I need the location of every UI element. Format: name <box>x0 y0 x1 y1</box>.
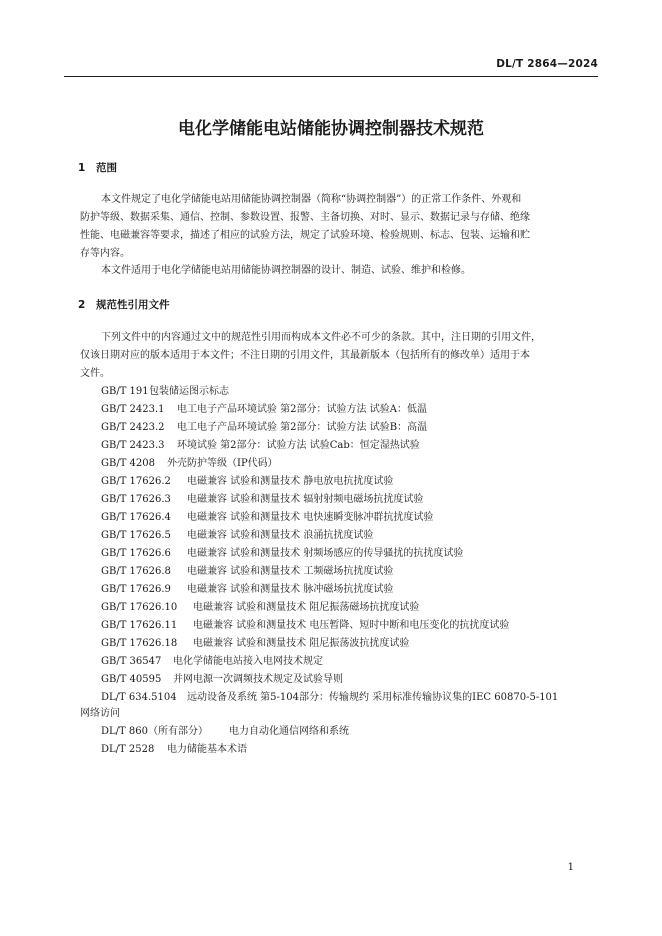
reference-title: 电磁兼容 试验和测量技术 辐射射频电磁场抗扰度试验 <box>187 494 424 505</box>
reference-title: 电磁兼容 试验和测量技术 电快速瞬变脉冲群抗扰度试验 <box>187 512 434 523</box>
reference-title: 电磁兼容 试验和测量技术 射频场感应的传导骚扰的抗扰度试验 <box>187 548 464 559</box>
scope-paragraph-line: 存等内容。 <box>80 248 130 259</box>
reference-item <box>101 655 323 669</box>
page-number: 1 <box>567 862 574 873</box>
reference-item <box>101 403 427 417</box>
scope-paragraph-line: 防护等级、数据采集、通信、控制、参数设置、报警、主备切换、对时、显示、数据记录与存储、绝缘 <box>80 212 530 223</box>
reference-item <box>101 565 393 579</box>
reference-code: DL/T 860（所有部分） <box>101 726 208 737</box>
reference-title: 电磁兼容 试验和测量技术 阻尼振荡磁场抗扰度试验 <box>193 602 420 613</box>
reference-code: GB/T 17626.2 <box>101 476 171 487</box>
reference-code: GB/T 17626.8 <box>101 566 171 577</box>
reference-code: GB/T 17626.10 <box>101 602 178 613</box>
reference-title: 包装储运图示标志 <box>149 386 229 397</box>
reference-code: GB/T 17626.18 <box>101 638 178 649</box>
document-title: 电化学储能电站储能协调控制器技术规范 <box>178 119 484 139</box>
reference-title: 并网电源一次调频技术规定及试验导则 <box>173 674 343 685</box>
reference-code: GB/T 2423.1 <box>101 404 165 415</box>
reference-code: GB/T 17626.9 <box>101 584 171 595</box>
reference-title: 电磁兼容 试验和测量技术 电压暂降、短时中断和电压变化的抗扰度试验 <box>193 620 510 631</box>
reference-title: 电力储能基本术语 <box>167 744 247 755</box>
refs-intro-line: 下列文件中的内容通过文中的规范性引用而构成本文件必不可少的条款。其中，注日期的引用文件， <box>101 332 541 343</box>
reference-item <box>101 457 278 471</box>
reference-code: GB/T 4208 <box>101 458 156 469</box>
document-code: DL/T 2864—2024 <box>496 58 598 70</box>
reference-code: GB/T 17626.4 <box>101 512 171 523</box>
reference-item <box>101 637 409 651</box>
section-heading-scope <box>78 160 117 175</box>
reference-title: 电工电子产品环境试验 第2部分：试验方法 试验A：低温 <box>177 404 427 415</box>
reference-item-continuation: 网络访问 <box>80 708 120 719</box>
reference-item <box>101 493 423 507</box>
reference-item <box>101 385 229 399</box>
section-number: 1 <box>78 162 86 174</box>
reference-title: 电力自动化通信网络和系统 <box>229 726 349 737</box>
section-number: 2 <box>78 299 86 311</box>
reference-title: 电磁兼容 试验和测量技术 工频磁场抗扰度试验 <box>187 566 394 577</box>
reference-item <box>101 421 427 435</box>
section-title: 规范性引用文件 <box>96 299 170 311</box>
reference-title: 电工电子产品环境试验 第2部分：试验方法 试验B：高温 <box>177 422 428 433</box>
reference-item <box>101 601 419 615</box>
reference-code: GB/T 36547 <box>101 656 162 667</box>
reference-title: 远动设备及系统 第5-104部分：传输规约 采用标准传输协议集的IEC 60870-5-101 <box>187 692 559 703</box>
reference-item <box>101 725 349 739</box>
reference-title: 环境试验 第2部分：试验方法 试验Cab：恒定湿热试验 <box>177 440 420 451</box>
header-rule <box>64 76 598 77</box>
reference-code: GB/T 191 <box>101 386 149 397</box>
reference-title: 电磁兼容 试验和测量技术 阻尼振荡波抗扰度试验 <box>193 638 410 649</box>
reference-title: 电化学储能电站接入电网技术规定 <box>173 656 323 667</box>
reference-code: GB/T 17626.3 <box>101 494 171 505</box>
reference-item <box>101 673 343 687</box>
refs-intro-line: 仅该日期对应的版本适用于本文件；不注日期的引用文件，其最新版本（包括所有的修改单）适用于本 <box>80 350 530 361</box>
reference-code: GB/T 2423.3 <box>101 440 165 451</box>
reference-item <box>101 619 509 633</box>
reference-title: 电磁兼容 试验和测量技术 静电放电抗扰度试验 <box>187 476 394 487</box>
reference-code: GB/T 17626.5 <box>101 530 171 541</box>
reference-item <box>101 511 433 525</box>
reference-code: DL/T 634.5104 <box>101 692 177 703</box>
scope-paragraph-line: 本文件规定了电化学储能电站用储能协调控制器（简称“协调控制器”）的正常工作条件、外观和 <box>101 194 522 205</box>
reference-item <box>101 475 393 489</box>
reference-code: DL/T 2528 <box>101 744 155 755</box>
reference-item <box>101 547 463 561</box>
reference-item <box>101 583 393 597</box>
scope-paragraph-line: 性能、电磁兼容等要求，描述了相应的试验方法，规定了试验环境、检验规则、标志、包装、运输和贮 <box>80 230 530 241</box>
reference-item <box>101 743 247 757</box>
reference-item <box>101 439 420 453</box>
reference-code: GB/T 17626.11 <box>101 620 178 631</box>
reference-code: GB/T 40595 <box>101 674 162 685</box>
section-title: 范围 <box>96 162 117 174</box>
section-heading-normative-refs <box>78 297 170 312</box>
reference-code: GB/T 2423.2 <box>101 422 165 433</box>
reference-title: 外壳防护等级（IP代码） <box>167 458 278 469</box>
scope-paragraph-2: 本文件适用于电化学储能电站用储能协调控制器的设计、制造、试验、维护和检修。 <box>101 265 471 276</box>
refs-intro-line: 文件。 <box>80 368 110 379</box>
reference-item <box>101 691 558 705</box>
reference-title: 电磁兼容 试验和测量技术 脉冲磁场抗扰度试验 <box>187 584 394 595</box>
reference-title: 电磁兼容 试验和测量技术 浪涌抗扰度试验 <box>187 530 374 541</box>
reference-code: GB/T 17626.6 <box>101 548 171 559</box>
reference-item <box>101 529 373 543</box>
